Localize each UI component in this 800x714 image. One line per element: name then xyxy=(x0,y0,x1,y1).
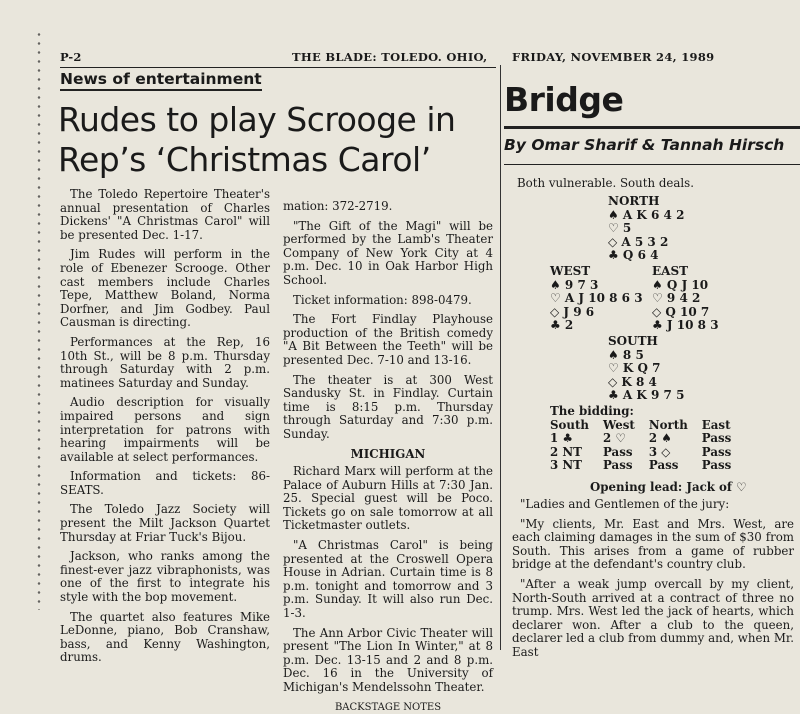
byline-rule xyxy=(504,164,800,165)
article-paragraph: Richard Marx will perform at the Palace of Auburn Hills at 7:30 Jan. 25. Special guest will be Poco. Tickets go on sale tomorrow at all Ticketmaster outlets. xyxy=(283,464,493,533)
hand-label: NORTH xyxy=(608,194,660,208)
bridge-title: Bridge xyxy=(504,80,624,119)
page-number: P-2 xyxy=(60,50,82,64)
hand-west xyxy=(550,265,643,333)
clubs: ♣ 2 xyxy=(550,318,574,333)
issue-date: FRIDAY, NOVEMBER 24, 1989 xyxy=(512,50,715,64)
column-divider xyxy=(500,65,501,650)
bridge-rule xyxy=(504,126,800,129)
bidding-header: East xyxy=(701,417,731,432)
article-paragraph: Audio description for visually impaired persons and sign interpretation for patrons with hearing impairments will be available at select performances. xyxy=(60,395,270,464)
article-column-2 xyxy=(283,200,493,714)
byline: By Omar Sharif & Tannah Hirsch xyxy=(504,136,785,154)
masthead xyxy=(60,50,800,66)
headline: Rudes to play Scrooge in Rep’s ‘Christmas Carol’ xyxy=(58,100,456,179)
article-paragraph: mation: 372-2719. xyxy=(283,199,393,213)
bid: 1 ♣ xyxy=(550,431,573,446)
article-paragraph: The Toledo Jazz Society will present the Milt Jackson Quartet Thursday at Friar Tuck's Bijou. xyxy=(60,502,270,544)
bidding-header: West xyxy=(603,417,635,432)
clubs: ♣ Q 6 4 xyxy=(608,248,659,263)
article-paragraph: Performances at the Rep, 16 10th St., will be 8 p.m. Thursday through Saturday with 2 p.m. matinees Saturday and Sunday. xyxy=(60,334,270,390)
bid: Pass xyxy=(603,444,633,459)
spades: ♠ A K 6 4 2 xyxy=(608,207,685,222)
article-paragraph: "The Gift of the Magi" will be performed by the Lamb's Theater Company of New York City at 4 p.m. Dec. 10 in Oak Harbor High School. xyxy=(283,218,493,287)
spades: ♠ 8 5 xyxy=(608,347,644,362)
bid: Pass xyxy=(701,458,732,473)
page-edge-perforation xyxy=(35,30,43,610)
article-paragraph: The Toledo Repertoire Theater's annual presentation of Charles Dickens' "A Christmas Carol" will be presented Dec. 1-17. xyxy=(60,187,270,242)
bidding-table xyxy=(550,405,745,473)
hearts: ♡ K Q 7 xyxy=(608,361,661,376)
hand-label: WEST xyxy=(550,264,591,278)
diamonds: ◇ A 5 3 2 xyxy=(608,234,669,249)
hand-south xyxy=(608,335,684,403)
masthead-rule xyxy=(60,67,496,68)
bridge-paragraph: "After a weak jump overcall by my client, North-South arrived at a contract of three no trump. Mrs. West led the jack of hearts, which declarer won. After a club to the queen, declarer led a club from dummy and, when Mr. East xyxy=(512,576,794,659)
bidding-row xyxy=(550,432,745,446)
bid: 2 ♡ xyxy=(603,431,626,446)
bridge-paragraph: "My clients, Mr. East and Mrs. West, are each claiming damages in the sum of $30 from South. This arises from a game of rubber bridge at the defendant's country club. xyxy=(512,516,794,572)
article-paragraph: Ticket information: 898-0479. xyxy=(293,292,472,307)
bidding-row xyxy=(550,446,745,460)
article-paragraph: Jackson, who ranks among the finest-ever jazz vibraphonists, was one of the first to integrate his style with the bop movement. xyxy=(60,549,270,605)
article-paragraph: The quartet also features Mike LeDonne, piano, Bob Cranshaw, bass, and Kenny Washington, drums. xyxy=(60,609,270,665)
bidding-label: The bidding: xyxy=(550,404,634,418)
diamonds: ◇ K 8 4 xyxy=(608,374,657,389)
bid: Pass xyxy=(701,431,732,446)
opening-lead: Opening lead: Jack of ♡ xyxy=(590,480,747,494)
hand-label: EAST xyxy=(652,264,689,278)
deal-intro: Both vulnerable. South deals. xyxy=(517,176,694,190)
bridge-paragraph: "Ladies and Gentlemen of the jury: xyxy=(520,497,730,511)
bidding-header: North xyxy=(648,417,688,432)
article-paragraph: "A Christmas Carol" is being presented at the Croswell Opera House in Adrian. Curtain time is 8 p.m. tonight and tomorrow and 3 p.m. Sunday. It will also run Dec. 1-3. xyxy=(283,538,493,621)
bid: Pass xyxy=(648,458,679,473)
subhead: MICHIGAN xyxy=(350,446,426,461)
bid: Pass xyxy=(603,458,633,473)
bid: 3 ◇ xyxy=(648,444,671,459)
bidding-header-row xyxy=(550,419,745,433)
article-paragraph: The theater is at 300 West Sandusky St. in Findlay. Curtain time is 8:15 p.m. Thursday through Saturday and 7:30 p.m. Sunday. xyxy=(283,372,493,441)
hearts: ♡ 5 xyxy=(608,221,632,236)
bid: Pass xyxy=(701,444,732,459)
hearts: ♡ 9 4 2 xyxy=(652,291,701,306)
hand-east xyxy=(652,265,719,333)
hand-label: SOUTH xyxy=(608,334,658,348)
bid: 2 NT xyxy=(550,444,582,459)
article-paragraph: The Ann Arbor Civic Theater will present "The Lion In Winter," at 8 p.m. Dec. 13-15 and 2 and 8 p.m. Dec. 16 in the University of Michigan's Mendelssohn Theater. xyxy=(283,625,493,694)
bid: 3 NT xyxy=(550,458,582,473)
bidding-header: South xyxy=(550,417,589,432)
bidding-row xyxy=(550,459,745,473)
bridge-column-text xyxy=(512,498,794,666)
article-paragraph: The Fort Findlay Playhouse production of the British comedy "A Bit Between the Teeth" will be presented Dec. 7-10 and 13-16. xyxy=(283,312,493,367)
spades: ♠ 9 7 3 xyxy=(550,277,599,292)
clubs: ♣ A K 9 7 5 xyxy=(608,388,685,403)
hand-north xyxy=(608,195,684,263)
spades: ♠ Q J 10 xyxy=(652,277,709,292)
section-label: News of entertainment xyxy=(60,70,262,91)
subhead-cut: BACKSTAGE NOTES xyxy=(334,701,442,713)
diamonds: ◇ Q 10 7 xyxy=(652,304,710,319)
paper-name: THE BLADE: TOLEDO. OHIO, xyxy=(292,50,488,64)
article-column-1 xyxy=(60,188,270,671)
bid: 2 ♠ xyxy=(648,431,672,446)
article-paragraph: Information and tickets: 86-SEATS. xyxy=(60,469,270,497)
hearts: ♡ A J 10 8 6 3 xyxy=(550,291,643,306)
article-paragraph: Jim Rudes will perform in the role of Ebenezer Scrooge. Other cast members include Charles Tepe, Matthew Boland, Norma Dorfner, and Jim Godbey. Paul Causman is directing. xyxy=(60,247,270,330)
clubs: ♣ J 10 8 3 xyxy=(652,318,719,333)
diamonds: ◇ J 9 6 xyxy=(550,304,595,319)
